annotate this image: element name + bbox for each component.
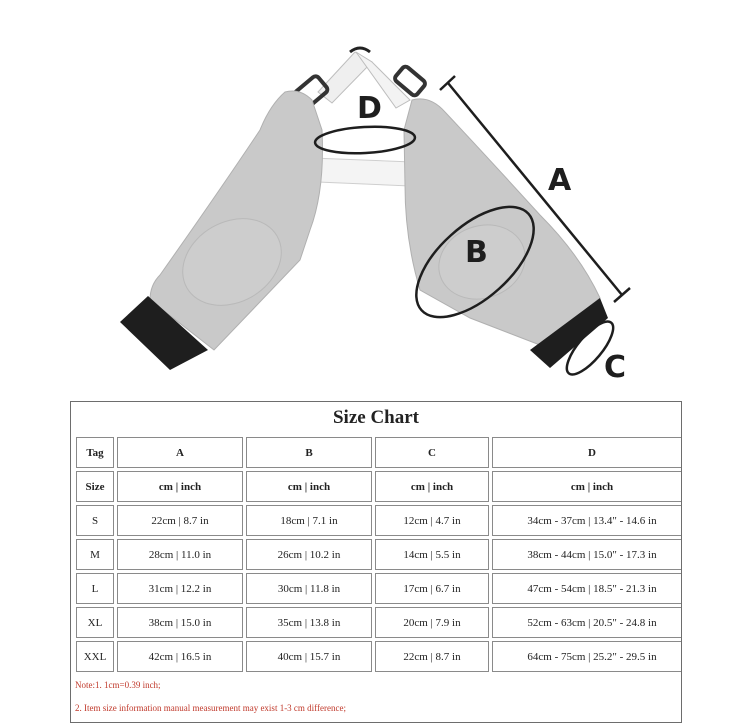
col-d-unit: cm | inch bbox=[492, 471, 682, 502]
notes bbox=[75, 674, 346, 720]
size-cell: L bbox=[76, 573, 114, 604]
table-row bbox=[76, 573, 682, 604]
size-cell: XL bbox=[76, 607, 114, 638]
d-cell: 38cm - 44cm | 15.0" - 17.3 in bbox=[492, 539, 682, 570]
col-c-unit: cm | inch bbox=[375, 471, 489, 502]
b-cell: 35cm | 13.8 in bbox=[246, 607, 372, 638]
col-a-header: A bbox=[117, 437, 243, 468]
table-row bbox=[76, 505, 682, 536]
a-cell: 28cm | 11.0 in bbox=[117, 539, 243, 570]
b-cell: 30cm | 11.8 in bbox=[246, 573, 372, 604]
right-sleeve bbox=[404, 99, 608, 368]
header-row bbox=[76, 437, 682, 468]
col-b-header: B bbox=[246, 437, 372, 468]
c-cell: 22cm | 8.7 in bbox=[375, 641, 489, 672]
size-header: Size bbox=[76, 471, 114, 502]
size-cell: M bbox=[76, 539, 114, 570]
table-row bbox=[76, 539, 682, 570]
b-cell: 18cm | 7.1 in bbox=[246, 505, 372, 536]
c-cell: 14cm | 5.5 in bbox=[375, 539, 489, 570]
a-cell: 42cm | 16.5 in bbox=[117, 641, 243, 672]
a-cell: 38cm | 15.0 in bbox=[117, 607, 243, 638]
d-cell: 52cm - 63cm | 20.5" - 24.8 in bbox=[492, 607, 682, 638]
unit-row bbox=[76, 471, 682, 502]
size-cell: S bbox=[76, 505, 114, 536]
note-1: Note:1. 1cm=0.39 inch; bbox=[75, 680, 161, 690]
a-cell: 22cm | 8.7 in bbox=[117, 505, 243, 536]
col-b-unit: cm | inch bbox=[246, 471, 372, 502]
label-d: D bbox=[357, 91, 382, 126]
chart-title: Size Chart bbox=[332, 407, 419, 428]
c-cell: 20cm | 7.9 in bbox=[375, 607, 489, 638]
label-a: A bbox=[548, 163, 572, 198]
label-c: C bbox=[604, 350, 627, 385]
table-row bbox=[76, 641, 682, 672]
c-cell: 12cm | 4.7 in bbox=[375, 505, 489, 536]
col-c-header: C bbox=[375, 437, 489, 468]
size-table bbox=[73, 434, 682, 675]
note-2: 2. Item size information manual measurement may exist 1-3 cm difference; bbox=[75, 703, 346, 713]
b-cell: 40cm | 15.7 in bbox=[246, 641, 372, 672]
col-a-unit: cm | inch bbox=[117, 471, 243, 502]
d-cell: 64cm - 75cm | 25.2" - 29.5 in bbox=[492, 641, 682, 672]
c-cell: 17cm | 6.7 in bbox=[375, 573, 489, 604]
measure-d-ellipse bbox=[314, 124, 415, 155]
a-cell: 31cm | 12.2 in bbox=[117, 573, 243, 604]
tag-header: Tag bbox=[76, 437, 114, 468]
left-sleeve bbox=[120, 91, 323, 370]
table-row bbox=[76, 607, 682, 638]
size-cell: XXL bbox=[76, 641, 114, 672]
d-cell: 34cm - 37cm | 13.4" - 14.6 in bbox=[492, 505, 682, 536]
col-d-header: D bbox=[492, 437, 682, 468]
b-cell: 26cm | 10.2 in bbox=[246, 539, 372, 570]
d-cell: 47cm - 54cm | 18.5" - 21.3 in bbox=[492, 573, 682, 604]
label-b: B bbox=[465, 235, 488, 270]
size-chart bbox=[70, 401, 682, 723]
